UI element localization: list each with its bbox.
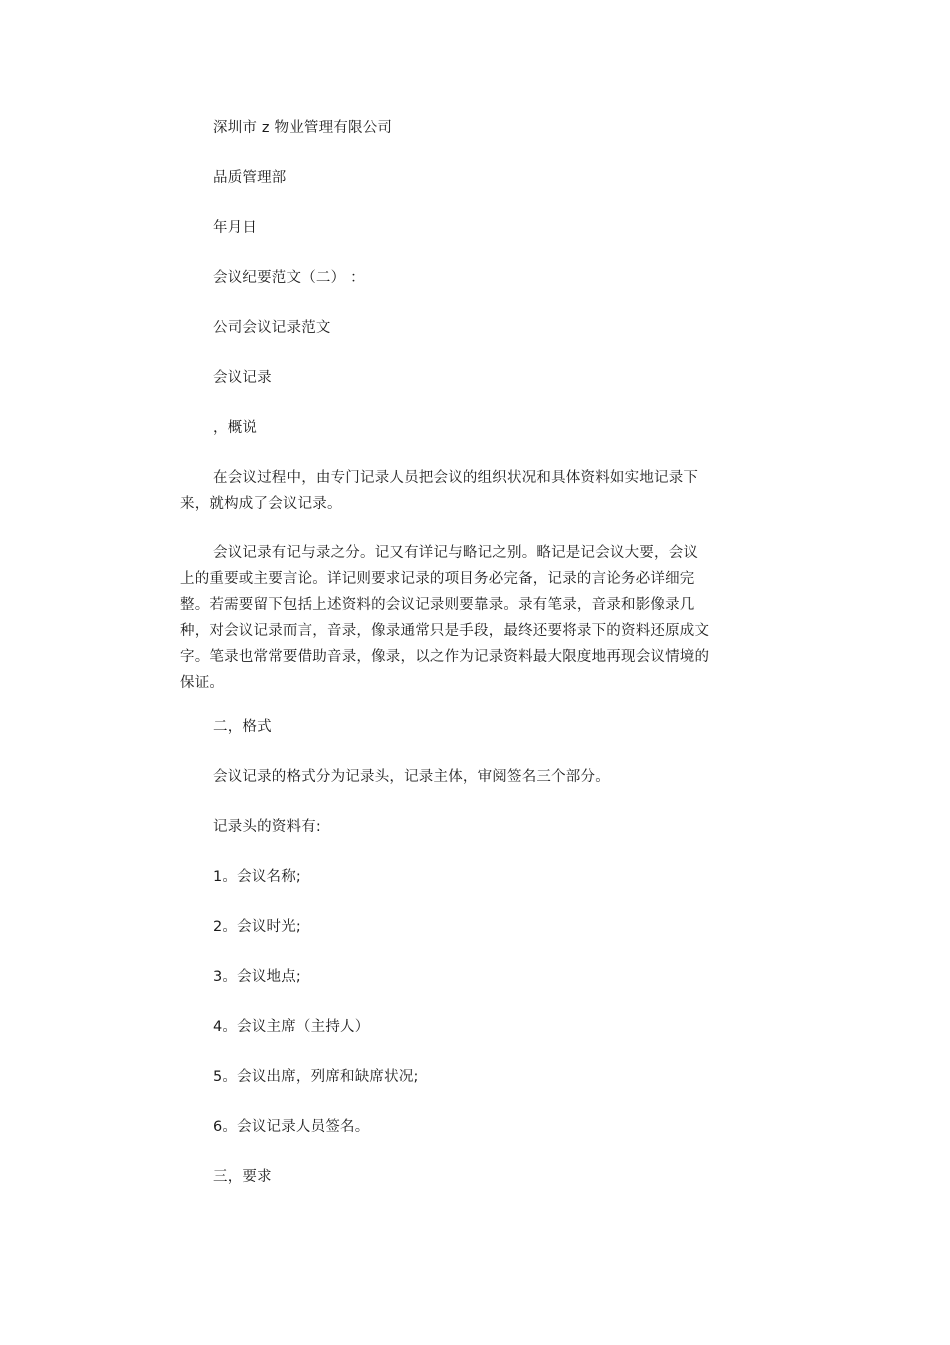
list-item: 6。会议记录人员签名。	[213, 1119, 370, 1135]
list-item: 5。会议出席，列席和缺席状况;	[213, 1069, 419, 1085]
list-item: 4。会议主席（主持人）	[213, 1019, 370, 1035]
paragraph-format: 会议记录的格式分为记录头，记录主体，审阅签名三个部分。	[213, 769, 610, 785]
heading-format: 二，格式	[213, 719, 272, 735]
list-item: 1。会议名称;	[213, 869, 302, 885]
list-intro: 记录头的资料有:	[213, 819, 321, 835]
date-line: 年月日	[213, 220, 258, 236]
heading-requirements: 三，要求	[213, 1169, 272, 1185]
paragraph-definition: 在会议过程中，由专门记录人员把会议的组织状况和具体资料如实地记录下来，就构成了会议记录。	[180, 470, 699, 512]
list-item: 2。会议时光;	[213, 919, 302, 935]
paragraph-types: 会议记录有记与录之分。记又有详记与略记之别。略记是记会议大要，会议上的重要或主要言论。详记则要求记录的项目务必完备，记录的言论务必详细完整。若需要留下包括上述资料的会议记录则要靠录。录有笔录，音录和影像录几种，对会议记录而言，音录，像录通常只是手段，最终还要将录下的资料还原成文字。笔录也常常要借助音录，像录，以之作为记录资料最大限度地再现会议情境的保证。	[180, 545, 710, 691]
list-item: 3。会议地点;	[213, 969, 302, 985]
department-name: 品质管理部	[213, 170, 287, 186]
doc-title: 会议记录	[213, 370, 272, 386]
section-heading: 会议纪要范文（二） ：	[213, 270, 365, 286]
heading-overview: ，概说	[213, 420, 258, 436]
subtitle: 公司会议记录范文	[213, 320, 331, 336]
company-name: 深圳市 z 物业管理有限公司	[213, 120, 393, 136]
